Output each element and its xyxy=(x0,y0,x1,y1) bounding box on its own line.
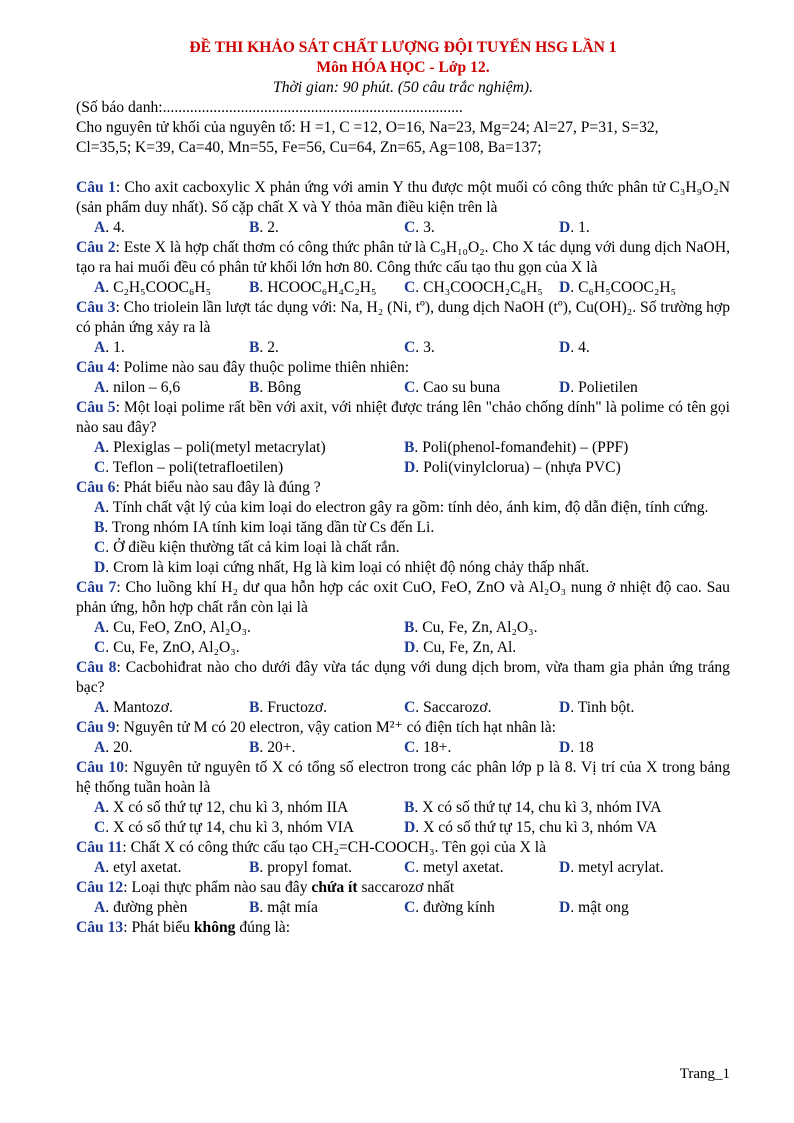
question-label: Câu 9 xyxy=(76,719,116,736)
question-1-options: A. 4. B. 2. C. 3. D. 1. xyxy=(94,219,590,236)
question-label: Câu 7 xyxy=(76,579,117,596)
question-7-options-row-2: C. Cu, Fe, ZnO, Al₂O₃. D. Cu, Fe, Zn, Al. xyxy=(94,639,517,656)
question-5 xyxy=(76,398,730,438)
question-label: Câu 3 xyxy=(76,299,116,316)
option-a: 20. xyxy=(113,739,133,756)
question-text: Tính chất vật lý của kim loại do electron gây ra gồm: tính dẻo, ánh kim, độ dẫn điện, tính cứng. xyxy=(112,499,709,516)
option-letter: C xyxy=(404,339,416,356)
question-label: Câu 12 xyxy=(76,879,124,896)
option-c: Teflon – poli(tetrafloetilen) xyxy=(112,459,284,476)
question-11-options: A. etyl axetat. B. propyl fomat. C. metyl axetat. D. metyl acrylat. xyxy=(94,859,664,876)
option-d: Polietilen xyxy=(578,379,638,396)
option-b: Cu, Fe, Zn, Al₂O₃. xyxy=(422,619,538,636)
option-letter: A xyxy=(94,379,106,396)
option-letter: D xyxy=(559,279,571,296)
option-d: Tinh bột. xyxy=(577,699,635,716)
option-letter: D xyxy=(404,459,416,476)
option-a: Mantozơ. xyxy=(113,699,173,716)
option-letter: D xyxy=(559,339,571,356)
option-letter: D xyxy=(404,639,416,656)
option-b: mật mía xyxy=(267,899,318,916)
question-text: : Nguyên tử M có 20 electron, vậy cation M²⁺ có điện tích hạt nhân là: xyxy=(115,719,556,736)
option-c: đường kính xyxy=(423,899,495,916)
option-letter: B xyxy=(249,899,260,916)
option-d: X có số thứ tự 15, chu kì 3, nhóm VA xyxy=(423,819,657,836)
question-label: Câu 8 xyxy=(76,659,117,676)
question-text: : Phát biểu xyxy=(123,919,194,936)
question-text: : Phát biểu nào sau đây là đúng ? xyxy=(115,479,321,496)
option-c: 3. xyxy=(423,339,435,356)
option-letter: C xyxy=(94,819,106,836)
option-letter: C xyxy=(404,899,416,916)
option-c: metyl axetat. xyxy=(423,859,504,876)
option-a: etyl axetat. xyxy=(113,859,182,876)
question-text: : Cho axit cacboxylic X phản ứng với amin Y thu được một muối có công thức phân tử C₃H₉O₂N (sản phẩm duy nhất). Số cặp chất X và Y thỏa mãn điều kiện trên là xyxy=(76,179,730,216)
option-letter: A xyxy=(94,439,106,456)
question-4 xyxy=(76,358,730,378)
option-d: Poli(vinylclorua) – (nhựa PVC) xyxy=(423,459,621,476)
option-d: Cu, Fe, Zn, Al. xyxy=(423,639,517,656)
option-d: C₆H₅COOC₂H₅ xyxy=(578,279,677,296)
option-c: Saccarozơ. xyxy=(423,699,492,716)
question-10-options-row-2: C. X có số thứ tự 14, chu kì 3, nhóm VIA D. X có số thứ tự 15, chu kì 3, nhóm VA xyxy=(94,819,657,836)
option-a: X có số thứ tự 12, chu kì 3, nhóm IIA xyxy=(113,799,349,816)
option-letter: B xyxy=(404,439,415,456)
option-d: 18 xyxy=(578,739,594,756)
option-letter: C xyxy=(404,379,416,396)
question-2 xyxy=(76,238,730,278)
option-letter: D xyxy=(94,559,106,576)
option-letter: A xyxy=(94,499,106,516)
option-letter: B xyxy=(404,799,415,816)
option-d: mật ong xyxy=(578,899,629,916)
question-label: Câu 13 xyxy=(76,919,124,936)
option-b: Bông xyxy=(267,379,301,396)
option-letter: B xyxy=(94,519,105,536)
option-c: Cu, Fe, ZnO, Al₂O₃. xyxy=(113,639,240,656)
option-letter: D xyxy=(404,819,416,836)
question-text: : Chất X có công thức cấu tạo CH₂=CH-COOCH₃. Tên gọi của X là xyxy=(122,839,547,856)
option-a: 1. xyxy=(113,339,125,356)
question-text: đúng là: xyxy=(235,919,291,936)
option-letter: A xyxy=(94,739,106,756)
question-1 xyxy=(76,178,730,218)
option-letter: D xyxy=(559,219,571,236)
question-text: saccarozơ nhất xyxy=(357,879,455,896)
question-7 xyxy=(76,578,730,618)
question-6 xyxy=(76,478,730,498)
option-letter: A xyxy=(94,899,106,916)
question-11 xyxy=(76,838,730,858)
page-number: Trang_1 xyxy=(679,1066,730,1082)
exam-time: Thời gian: 90 phút. (50 câu trắc nghiệm). xyxy=(273,79,533,96)
question-text: : Một loại polime rất bền với axit, với nhiệt được tráng lên "chảo chống dính" là polime có tên gọi nào sau đây? xyxy=(76,399,730,436)
option-d: metyl acrylat. xyxy=(578,859,664,876)
question-5-options-row-1: A. Plexiglas – poli(metyl metacrylat) B. Poli(phenol-fomanđehit) – (PPF) xyxy=(94,439,629,456)
question-3-options: A. 1. B. 2. C. 3. D. 4. xyxy=(94,339,590,356)
option-b: X có số thứ tự 14, chu kì 3, nhóm IVA xyxy=(422,799,662,816)
option-letter: C xyxy=(94,639,106,656)
option-a: Plexiglas – poli(metyl metacrylat) xyxy=(113,439,326,456)
question-12-options: A. đường phèn B. mật mía C. đường kính D. mật ong xyxy=(94,899,629,916)
option-b: Poli(phenol-fomanđehit) – (PPF) xyxy=(422,439,629,456)
option-b: 2. xyxy=(267,339,279,356)
option-c: 3. xyxy=(423,219,435,236)
question-text: : Cho luồng khí H₂ dư qua hỗn hợp các oxit CuO, FeO, ZnO và Al₂O₃ nung ở nhiệt độ cao. Sau phản ứng, hỗn hợp chất rắn còn lại là xyxy=(76,579,730,616)
option-letter: B xyxy=(249,339,260,356)
option-letter: A xyxy=(94,699,106,716)
question-9 xyxy=(76,718,730,738)
question-3 xyxy=(76,298,730,338)
option-letter: C xyxy=(404,859,416,876)
option-a: 4. xyxy=(113,219,125,236)
option-letter: B xyxy=(249,219,260,236)
question-8 xyxy=(76,658,730,698)
option-letter: B xyxy=(249,379,260,396)
question-label: Câu 4 xyxy=(76,359,116,376)
question-7-options-row-1: A. Cu, FeO, ZnO, Al₂O₃. B. Cu, Fe, Zn, Al₂O₃. xyxy=(94,619,538,636)
question-text: không xyxy=(193,919,236,936)
atomic-mass-line-2: Cl=35,5; K=39, Ca=40, Mn=55, Fe=56, Cu=64, Zn=65, Ag=108, Ba=137; xyxy=(76,139,542,156)
question-text: chứa ít xyxy=(311,879,358,896)
option-letter: B xyxy=(249,859,260,876)
option-letter: A xyxy=(94,619,106,636)
option-letter: A xyxy=(94,339,106,356)
question-text: : Este X là hợp chất thơm có công thức phân tử là C₉H₁₀O₂. Cho X tác dụng với dung dịch NaOH, tạo ra hai muối đều có phân tử khối lớn hơn 80. Công thức cấu tạo thu gọn của X là xyxy=(76,239,730,276)
option-a: C₂H₅COOC₆H₅ xyxy=(113,279,212,296)
question-12 xyxy=(76,878,730,898)
question-label: Câu 5 xyxy=(76,399,116,416)
question-text: Trong nhóm IA tính kim loại tăng dần từ Cs đến Li. xyxy=(111,519,435,536)
option-d: 4. xyxy=(578,339,590,356)
option-letter: C xyxy=(404,279,416,296)
atomic-mass-line-1: Cho nguyên tử khối của nguyên tố: H =1, C =12, O=16, Na=23, Mg=24; Al=27, P=31, S=32, xyxy=(76,119,659,136)
option-letter: C xyxy=(404,699,416,716)
option-c: CH₃COOCH₂C₆H₅ xyxy=(423,279,543,296)
option-a: nilon – 6,6 xyxy=(113,379,181,396)
question-text: : Loại thực phẩm nào sau đây xyxy=(123,879,312,896)
option-a: đường phèn xyxy=(113,899,188,916)
question-label: Câu 2 xyxy=(76,239,116,256)
option-letter: D xyxy=(559,739,571,756)
question-6-option-c: C. Ở điều kiện thường tất cả kim loại là chất rắn. xyxy=(94,539,400,556)
option-letter: A xyxy=(94,279,106,296)
question-text: Ở điều kiện thường tất cả kim loại là chất rắn. xyxy=(113,539,400,556)
question-text: : Polime nào sau đây thuộc polime thiên nhiên: xyxy=(115,359,410,376)
option-letter: A xyxy=(94,799,106,816)
question-8-options: A. Mantozơ. B. Fructozơ. C. Saccarozơ. D. Tinh bột. xyxy=(94,699,635,716)
question-label: Câu 10 xyxy=(76,759,125,776)
question-label: Câu 6 xyxy=(76,479,116,496)
option-letter: D xyxy=(559,899,571,916)
question-text: : Nguyên tử nguyên tố X có tổng số electron trong các phân lớp p là 8. Vị trí của X trong bảng hệ thống tuần hoàn là xyxy=(76,759,730,796)
question-text: : Cacbohiđrat nào cho dưới đây vừa tác dụng với dung dịch brom, vừa tham gia phản ứng tráng bạc? xyxy=(76,659,730,696)
question-6-option-d: D. Crom là kim loại cứng nhất, Hg là kim loại có nhiệt độ nóng chảy thấp nhất. xyxy=(94,559,590,576)
question-4-options: A. nilon – 6,6 B. Bông C. Cao su buna D. Polietilen xyxy=(94,379,638,396)
option-letter: C xyxy=(404,219,416,236)
exam-title: ĐỀ THI KHẢO SÁT CHẤT LƯỢNG ĐỘI TUYỂN HSG LẦN 1 xyxy=(189,39,617,56)
option-letter: C xyxy=(404,739,416,756)
option-c: Cao su buna xyxy=(423,379,501,396)
option-c: X có số thứ tự 14, chu kì 3, nhóm VIA xyxy=(113,819,355,836)
option-letter: C xyxy=(94,459,106,476)
option-b: propyl fomat. xyxy=(267,859,353,876)
option-c: 18+. xyxy=(423,739,452,756)
question-9-options: A. 20. B. 20+. C. 18+. D. 18 xyxy=(94,739,594,756)
option-b: Fructozơ. xyxy=(267,699,327,716)
option-letter: D xyxy=(559,859,571,876)
question-text: Crom là kim loại cứng nhất, Hg là kim loại có nhiệt độ nóng chảy thấp nhất. xyxy=(113,559,590,576)
question-13 xyxy=(76,918,730,938)
option-b: HCOOC₆H₄C₂H₅ xyxy=(267,279,377,296)
option-letter: A xyxy=(94,859,106,876)
exam-subject: Môn HÓA HỌC - Lớp 12. xyxy=(316,59,490,76)
option-letter: D xyxy=(559,699,571,716)
exam-page xyxy=(76,38,730,938)
option-letter: D xyxy=(559,379,571,396)
question-label: Câu 1 xyxy=(76,179,116,196)
option-letter: C xyxy=(94,539,106,556)
question-2-options: A. C₂H₅COOC₆H₅ B. HCOOC₆H₄C₂H₅ C. CH₃COOCH₂C₆H₅ D. C₆H₅COOC₂H₅ xyxy=(94,279,677,296)
option-b: 20+. xyxy=(267,739,296,756)
option-letter: B xyxy=(404,619,415,636)
question-10-options-row-1: A. X có số thứ tự 12, chu kì 3, nhóm IIA B. X có số thứ tự 14, chu kì 3, nhóm IVA xyxy=(94,799,662,816)
question-6-option-b: B. Trong nhóm IA tính kim loại tăng dần từ Cs đến Li. xyxy=(94,519,435,536)
question-label: Câu 11 xyxy=(76,839,123,856)
option-d: 1. xyxy=(578,219,590,236)
option-letter: B xyxy=(249,739,260,756)
candidate-number: (Số báo danh:............................................................................. xyxy=(76,99,463,116)
option-a: Cu, FeO, ZnO, Al₂O₃. xyxy=(113,619,251,636)
question-text: : Cho triolein lần lượt tác dụng với: Na, H₂ (Ni, tº), dung dịch NaOH (tº), Cu(OH)₂. Số trường hợp có phản ứng xảy ra là xyxy=(76,299,730,336)
question-5-options-row-2: C. Teflon – poli(tetrafloetilen) D. Poli(vinylclorua) – (nhựa PVC) xyxy=(94,459,621,476)
option-letter: A xyxy=(94,219,106,236)
question-10 xyxy=(76,758,730,798)
option-b: 2. xyxy=(267,219,279,236)
option-letter: B xyxy=(249,279,260,296)
option-letter: B xyxy=(249,699,260,716)
question-6-option-a: A. Tính chất vật lý của kim loại do electron gây ra gồm: tính dẻo, ánh kim, độ dẫn điện, tính cứng. xyxy=(94,499,709,516)
